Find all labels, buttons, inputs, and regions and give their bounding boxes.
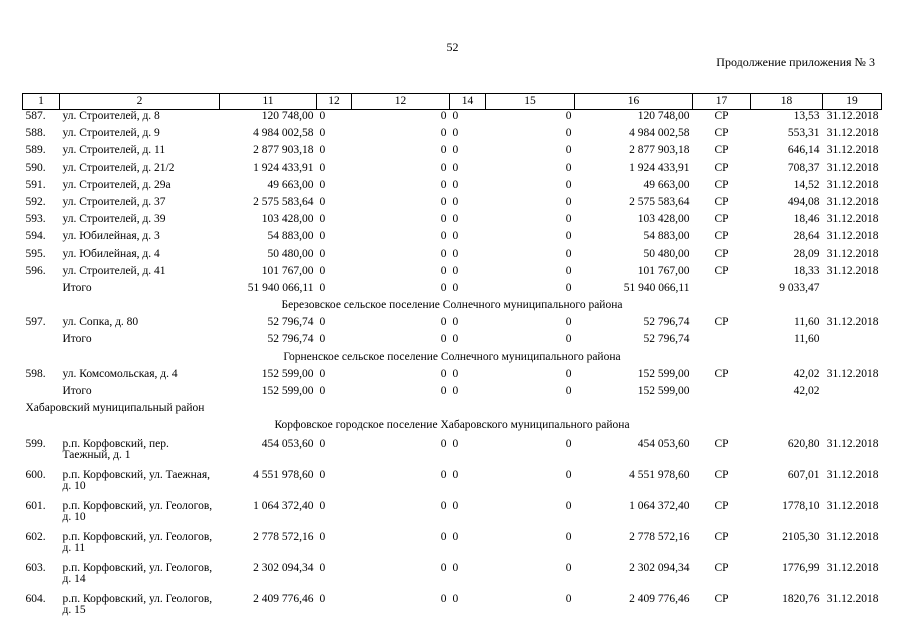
value-cell: 0 [440, 230, 447, 243]
empty-cell [823, 385, 882, 402]
group-heading: Горненское сельское поселение Солнечного муниципального района [283, 350, 621, 363]
method-cell: СР [714, 195, 729, 208]
address-cell: ул. Строителей, д. 29а [62, 178, 171, 191]
table-row [23, 110, 882, 128]
value-cell: 0 [440, 281, 447, 294]
amount-cell: 2 302 094,34 [253, 561, 314, 574]
area-cell: 1820,76 [782, 592, 820, 605]
table-row [23, 144, 882, 161]
address-cell: ул. Строителей, д. 9 [62, 127, 160, 140]
value-cell: 0 [440, 110, 447, 122]
continuation-note: Продолжение приложения № 3 [716, 55, 875, 69]
value-cell: 0 [319, 499, 326, 512]
address-cell: ул. Строителей, д. 8 [62, 110, 160, 122]
row-number-cell: 589. [25, 144, 46, 157]
amount-cell: 4 551 978,60 [629, 468, 690, 481]
row-number-cell: 596. [25, 264, 46, 277]
method-cell: СР [714, 437, 729, 450]
date-cell: 31.12.2018 [826, 561, 879, 574]
address-cell: ул. Юбилейная, д. 3 [62, 230, 160, 243]
value-cell: 0 [319, 281, 326, 294]
value-cell: 0 [565, 127, 572, 140]
address-cell: р.п. Корфовский, ул. Геологов, д. 14 [62, 561, 213, 585]
empty-cell [23, 333, 60, 350]
amount-cell: 103 428,00 [261, 213, 314, 226]
method-cell: СР [714, 468, 729, 481]
date-cell: 31.12.2018 [826, 499, 879, 512]
group-row [23, 351, 882, 368]
area-cell: 708,37 [787, 161, 820, 174]
table-row [23, 265, 882, 282]
row-number-cell: 601. [25, 499, 46, 512]
amount-cell: 54 883,00 [267, 230, 314, 243]
date-cell: 31.12.2018 [826, 247, 879, 260]
amount-cell: 120 748,00 [261, 110, 314, 122]
area-cell: 11,60 [794, 333, 820, 346]
value-cell: 0 [452, 468, 459, 481]
value-cell: 0 [565, 195, 572, 208]
amount-cell: 2 575 583,64 [629, 195, 690, 208]
amount-cell: 1 064 372,40 [629, 499, 690, 512]
amount-cell: 51 940 066,11 [623, 281, 690, 294]
value-cell: 0 [565, 281, 572, 294]
total-label: Итого [62, 281, 92, 294]
value-cell: 0 [452, 161, 459, 174]
value-cell: 0 [452, 561, 459, 574]
table-row [23, 499, 882, 530]
amount-cell: 103 428,00 [637, 213, 690, 226]
date-cell: 31.12.2018 [826, 592, 879, 605]
value-cell: 0 [440, 499, 447, 512]
area-cell: 28,64 [793, 230, 820, 243]
date-cell: 31.12.2018 [826, 178, 879, 191]
table-row [23, 230, 882, 247]
row-number-cell: 593. [25, 213, 46, 226]
value-cell: 0 [319, 144, 326, 157]
amount-cell: 101 767,00 [261, 264, 314, 277]
empty-cell [23, 282, 60, 299]
amount-cell: 2 409 776,46 [629, 592, 690, 605]
area-cell: 553,31 [787, 127, 820, 140]
table-header [23, 94, 882, 110]
row-number-cell: 591. [25, 178, 46, 191]
value-cell: 0 [440, 144, 447, 157]
value-cell: 0 [319, 592, 326, 605]
row-number-cell: 595. [25, 247, 46, 260]
row-number-cell: 600. [25, 468, 46, 481]
row-number-cell: 603. [25, 561, 46, 574]
amount-cell: 2 575 583,64 [253, 195, 314, 208]
amount-cell: 54 883,00 [643, 230, 690, 243]
area-cell: 42,02 [793, 385, 820, 397]
table-row [23, 316, 882, 333]
amount-cell: 49 663,00 [643, 178, 690, 191]
value-cell: 0 [565, 499, 572, 512]
group-heading: Корфовское городское поселение Хабаровского муниципального района [274, 419, 630, 432]
method-cell: СР [714, 161, 729, 174]
total-row [23, 282, 882, 299]
header-cell: 1 [23, 94, 60, 110]
table-row [23, 127, 882, 144]
area-cell: 13,53 [793, 110, 820, 122]
value-cell: 0 [452, 110, 459, 122]
area-cell: 9 033,47 [779, 281, 820, 294]
amount-cell: 2 302 094,34 [629, 561, 690, 574]
value-cell: 0 [319, 195, 326, 208]
value-cell: 0 [440, 385, 447, 397]
amount-cell: 49 663,00 [267, 178, 314, 191]
row-number-cell: 590. [25, 161, 46, 174]
value-cell: 0 [440, 316, 447, 329]
header-cell: 2 [60, 94, 220, 110]
table-row [23, 437, 882, 468]
value-cell: 0 [452, 367, 459, 380]
method-cell: СР [714, 561, 729, 574]
address-cell: ул. Строителей, д. 41 [62, 264, 166, 277]
value-cell: 0 [452, 592, 459, 605]
table-row [23, 530, 882, 561]
amount-cell: 152 599,00 [261, 367, 314, 380]
table-row [23, 162, 882, 179]
value-cell: 0 [565, 468, 572, 481]
value-cell: 0 [452, 281, 459, 294]
amount-cell: 101 767,00 [637, 264, 690, 277]
table-row [23, 368, 882, 385]
area-cell: 620,80 [787, 437, 820, 450]
amount-cell: 1 064 372,40 [253, 499, 314, 512]
area-cell: 1776,99 [782, 561, 820, 574]
date-cell: 31.12.2018 [826, 264, 879, 277]
value-cell: 0 [565, 178, 572, 191]
table-body [23, 110, 882, 623]
value-cell: 0 [452, 264, 459, 277]
value-cell: 0 [565, 264, 572, 277]
value-cell: 0 [440, 530, 447, 543]
value-cell: 0 [565, 213, 572, 226]
value-cell: 0 [440, 333, 447, 346]
value-cell: 0 [440, 367, 447, 380]
header-cell: 15 [486, 94, 575, 110]
amount-cell: 2 778 572,16 [253, 530, 314, 543]
area-cell: 607,01 [787, 468, 820, 481]
address-cell: ул. Строителей, д. 37 [62, 195, 166, 208]
date-cell: 31.12.2018 [826, 316, 879, 329]
value-cell: 0 [319, 213, 326, 226]
value-cell: 0 [440, 247, 447, 260]
group-row [23, 299, 882, 316]
header-cell: 14 [450, 94, 486, 110]
value-cell: 0 [565, 247, 572, 260]
row-number-cell: 594. [25, 230, 46, 243]
row-number-cell: 599. [25, 437, 46, 450]
amount-cell: 152 599,00 [637, 385, 690, 397]
value-cell: 0 [440, 592, 447, 605]
value-cell: 0 [565, 144, 572, 157]
header-cell: 12 [317, 94, 352, 110]
value-cell: 0 [319, 530, 326, 543]
value-cell: 0 [440, 264, 447, 277]
value-cell: 0 [319, 230, 326, 243]
value-cell: 0 [440, 437, 447, 450]
address-cell: ул. Комсомольская, д. 4 [62, 367, 178, 380]
group-heading: Березовское сельское поселение Солнечного муниципального района [281, 299, 623, 312]
total-row [23, 385, 882, 402]
address-cell: р.п. Корфовский, ул. Геологов, д. 10 [62, 499, 213, 523]
value-cell: 0 [319, 367, 326, 380]
amount-cell: 152 599,00 [261, 385, 314, 397]
amount-cell: 454 053,60 [261, 437, 314, 450]
area-cell: 11,60 [794, 316, 820, 329]
method-cell: СР [714, 144, 729, 157]
data-table [22, 93, 882, 623]
value-cell: 0 [319, 110, 326, 122]
empty-cell [23, 385, 60, 402]
date-cell: 31.12.2018 [826, 195, 879, 208]
amount-cell: 52 796,74 [643, 333, 690, 346]
address-cell: р.п. Корфовский, ул. Геологов, д. 15 [62, 592, 213, 616]
address-cell: ул. Строителей, д. 21/2 [62, 161, 175, 174]
district-heading: Хабаровский муниципальный район [25, 402, 205, 415]
amount-cell: 50 480,00 [267, 247, 314, 260]
amount-cell: 50 480,00 [643, 247, 690, 260]
date-cell: 31.12.2018 [826, 468, 879, 481]
area-cell: 14,52 [793, 178, 820, 191]
value-cell: 0 [452, 144, 459, 157]
amount-cell: 1 924 433,91 [629, 161, 690, 174]
value-cell: 0 [565, 316, 572, 329]
date-cell: 31.12.2018 [826, 530, 879, 543]
value-cell: 0 [565, 437, 572, 450]
address-cell: ул. Строителей, д. 11 [62, 144, 166, 157]
date-cell: 31.12.2018 [826, 161, 879, 174]
value-cell: 0 [440, 127, 447, 140]
value-cell: 0 [440, 178, 447, 191]
address-cell: ул. Юбилейная, д. 4 [62, 247, 160, 260]
empty-cell [823, 333, 882, 350]
value-cell: 0 [565, 561, 572, 574]
table-row [23, 592, 882, 623]
area-cell: 42,02 [793, 367, 820, 380]
value-cell: 0 [452, 127, 459, 140]
value-cell: 0 [319, 437, 326, 450]
value-cell: 0 [319, 316, 326, 329]
empty-cell [693, 333, 751, 350]
date-cell: 31.12.2018 [826, 213, 879, 226]
address-cell: р.п. Корфовский, пер. Таежный, д. 1 [62, 437, 169, 461]
value-cell: 0 [565, 333, 572, 346]
value-cell: 0 [565, 230, 572, 243]
value-cell: 0 [319, 178, 326, 191]
header-cell: 16 [575, 94, 693, 110]
amount-cell: 454 053,60 [637, 437, 690, 450]
district-row [23, 402, 882, 419]
empty-cell [693, 385, 751, 402]
address-cell: ул. Строителей, д. 39 [62, 213, 166, 226]
value-cell: 0 [440, 561, 447, 574]
address-cell: р.п. Корфовский, ул. Геологов, д. 11 [62, 530, 213, 554]
method-cell: СР [714, 247, 729, 260]
amount-cell: 1 924 433,91 [253, 161, 314, 174]
value-cell: 0 [319, 385, 326, 397]
value-cell: 0 [319, 247, 326, 260]
header-cell: 11 [220, 94, 317, 110]
row-number-cell: 598. [25, 367, 46, 380]
address-cell: р.п. Корфовский, ул. Таежная, д. 10 [62, 468, 210, 492]
amount-cell: 52 796,74 [267, 333, 314, 346]
amount-cell: 52 796,74 [643, 316, 690, 329]
method-cell: СР [714, 316, 729, 329]
date-cell: 31.12.2018 [826, 230, 879, 243]
value-cell: 0 [452, 437, 459, 450]
table-row [23, 196, 882, 213]
row-number-cell: 588. [25, 127, 46, 140]
table-row [23, 561, 882, 592]
area-cell: 646,14 [787, 144, 820, 157]
amount-cell: 4 551 978,60 [253, 468, 314, 481]
amount-cell: 52 796,74 [267, 316, 314, 329]
date-cell: 31.12.2018 [826, 110, 879, 122]
amount-cell: 152 599,00 [637, 367, 690, 380]
row-number-cell: 602. [25, 530, 46, 543]
header-cell: 17 [693, 94, 751, 110]
empty-cell [823, 282, 882, 299]
value-cell: 0 [452, 195, 459, 208]
table-row [23, 468, 882, 499]
date-cell: 31.12.2018 [826, 127, 879, 140]
amount-cell: 4 984 002,58 [629, 127, 690, 140]
method-cell: СР [714, 213, 729, 226]
value-cell: 0 [565, 592, 572, 605]
value-cell: 0 [440, 468, 447, 481]
value-cell: 0 [565, 161, 572, 174]
value-cell: 0 [452, 230, 459, 243]
row-number-cell: 587. [25, 110, 46, 122]
header-cell: 19 [823, 94, 882, 110]
area-cell: 18,33 [793, 264, 820, 277]
method-cell: СР [714, 530, 729, 543]
value-cell: 0 [452, 385, 459, 397]
amount-cell: 2 877 903,18 [629, 144, 690, 157]
method-cell: СР [714, 264, 729, 277]
total-label: Итого [62, 333, 92, 346]
page-number: 52 [446, 40, 459, 54]
header-cell: 12 [352, 94, 450, 110]
area-cell: 2105,30 [782, 530, 820, 543]
amount-cell: 2 778 572,16 [629, 530, 690, 543]
table-row [23, 248, 882, 265]
value-cell: 0 [452, 333, 459, 346]
area-cell: 18,46 [793, 213, 820, 226]
value-cell: 0 [452, 178, 459, 191]
amount-cell: 120 748,00 [637, 110, 690, 122]
date-cell: 31.12.2018 [826, 144, 879, 157]
value-cell: 0 [565, 385, 572, 397]
value-cell: 0 [440, 195, 447, 208]
method-cell: СР [714, 367, 729, 380]
value-cell: 0 [452, 213, 459, 226]
amount-cell: 2 877 903,18 [253, 144, 314, 157]
group-row [23, 419, 882, 436]
area-cell: 494,08 [787, 195, 820, 208]
value-cell: 0 [565, 530, 572, 543]
area-cell: 1778,10 [782, 499, 820, 512]
method-cell: СР [714, 592, 729, 605]
value-cell: 0 [452, 247, 459, 260]
address-cell: ул. Сопка, д. 80 [62, 316, 139, 329]
method-cell: СР [714, 230, 729, 243]
method-cell: СР [714, 178, 729, 191]
value-cell: 0 [452, 316, 459, 329]
area-cell: 28,09 [793, 247, 820, 260]
date-cell: 31.12.2018 [826, 437, 879, 450]
total-row [23, 333, 882, 350]
header-cell: 18 [751, 94, 823, 110]
total-label: Итого [62, 385, 92, 397]
value-cell: 0 [319, 127, 326, 140]
table-row [23, 213, 882, 230]
value-cell: 0 [440, 213, 447, 226]
value-cell: 0 [319, 161, 326, 174]
row-number-cell: 592. [25, 195, 46, 208]
empty-cell [693, 282, 751, 299]
value-cell: 0 [319, 333, 326, 346]
value-cell: 0 [319, 561, 326, 574]
amount-cell: 4 984 002,58 [253, 127, 314, 140]
amount-cell: 51 940 066,11 [247, 281, 314, 294]
value-cell: 0 [452, 530, 459, 543]
row-number-cell: 604. [25, 592, 46, 605]
date-cell: 31.12.2018 [826, 367, 879, 380]
value-cell: 0 [565, 367, 572, 380]
value-cell: 0 [565, 110, 572, 122]
value-cell: 0 [319, 468, 326, 481]
row-number-cell: 597. [25, 316, 46, 329]
amount-cell: 2 409 776,46 [253, 592, 314, 605]
value-cell: 0 [452, 499, 459, 512]
value-cell: 0 [440, 161, 447, 174]
method-cell: СР [714, 127, 729, 140]
method-cell: СР [714, 110, 729, 122]
method-cell: СР [714, 499, 729, 512]
table-row [23, 179, 882, 196]
value-cell: 0 [319, 264, 326, 277]
